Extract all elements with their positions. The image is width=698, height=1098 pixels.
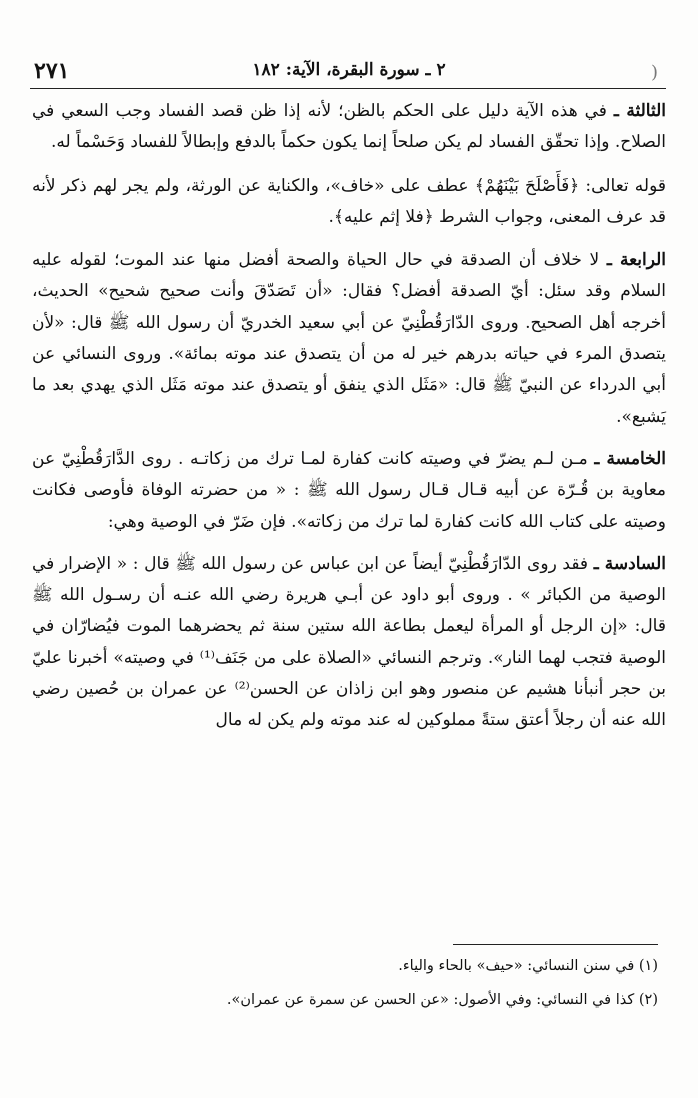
footnote-divider — [453, 944, 658, 945]
running-title: ٢ ـ سورة البقرة، الآية: ١٨٢ — [252, 60, 446, 80]
header-divider — [30, 88, 666, 89]
paragraph-label: الخامسة ـ — [594, 448, 666, 469]
paragraph-label: الثالثة ـ — [613, 101, 666, 121]
footnotes — [60, 956, 658, 1024]
paragraph-text: قوله تعالى: ﴿فَأَصْلَحَ بَيْنَهُمْ﴾ عطف على «خاف»، والكناية عن الورثة، ولم يجر لهم ذكر لأنه قد عرف المعنى، وجواب الشرط ﴿فلا إثم عليه﴾. — [32, 175, 666, 227]
footnote-1: (١) في سنن النسائي: «حيف» بالحاء والياء. — [398, 958, 658, 974]
paragraph-text: مـن لـم يضرّ في وصيته كانت كفارة لمـا ترك من زكاتـه . روى الدَّارَقُطْنِيّ عن معاوية بن قُـرّة عن أبيه قـال قـال رسول الله ﷺ : « من حضرته الوفاة فأوصى فكانت وصيته على كتاب الله كانت كفارة لما ترك من زكاته». فإن ضَرّ في الوصية وهي: — [32, 448, 666, 532]
page-header — [34, 58, 664, 88]
paragraph-verse-commentary — [32, 171, 666, 234]
paragraph-text: في هذه الآية دليل على الحكم بالظن؛ لأنه إذا ظن قصد الفساد وجب السعي في الصلاح. وإذا تحقّق الفساد لم يكن صلحاً إنما يكون حكماً بالدفع وإبطالاً للفساد وَحَسْماً له. — [32, 101, 666, 153]
paragraph-text: لا خلاف أن الصدقة في حال الحياة والصحة أفضل منها عند الموت؛ لقوله عليه السلام وقد سئل: أيّ الصدقة أفضل؟ فقال: «أن تَصَدّقَ وأنت صحيح شحيح» الحديث، أخرجه أهل الصحيح. وروى الدّارَقُطْنِيّ عن أبي سعيد الخدريّ أن رسول الله ﷺ قال: «لأن يتصدق المرء في حياته بدرهم خير له من أن يتصدق عند موته بمائة». وروى النسائي عن أبي الدرداء عن النبيّ ﷺ قال: «مَثَل الذي ينفق أو يتصدق عند موته مَثَل الذي يهدي بعد ما يَشبع». — [32, 250, 666, 427]
paragraph-label: السادسة ـ — [593, 553, 666, 574]
paragraph-text: فقد روى الدّارَقُطْنِيّ أيضاً عن ابن عباس عن رسول الله ﷺ قال : « الإضرار في الوصية من الكبائر » . وروى أبو داود عن أبـي هريرة رضي الله عنـه أن رسـول الله ﷺ قال: «إن الرجل أو المرأة ليعمل بطاعة الله ستين سنة ثم يحضرهما الموت فيُضارّان في الوصية فتجب لهما النار». وترجم النسائي «الصلاة على من جَنَف⁽¹⁾ في وصيته» أخبرنا عليّ بن حجر أنبأنا هشيم عن منصور وهو ابن زاذان عن الحسن⁽²⁾ عن عمران بن حُصين رضي الله عنه أن رجلاً أعتق ستةً مملوكين له عند موته ولم يكن له مال — [32, 553, 666, 731]
paragraph-third — [32, 96, 666, 159]
paragraph-fifth — [32, 444, 666, 538]
main-text — [32, 96, 666, 749]
footnote-2: (٢) كذا في النسائي: وفي الأصول: «عن الحسن عن سمرة عن عمران». — [226, 992, 658, 1008]
edge-mark: ( — [650, 62, 658, 83]
paragraph-fourth — [32, 245, 666, 433]
page-number: ٢٧١ — [34, 58, 70, 84]
paragraph-label: الرابعة ـ — [606, 250, 667, 271]
paragraph-sixth — [32, 549, 666, 737]
